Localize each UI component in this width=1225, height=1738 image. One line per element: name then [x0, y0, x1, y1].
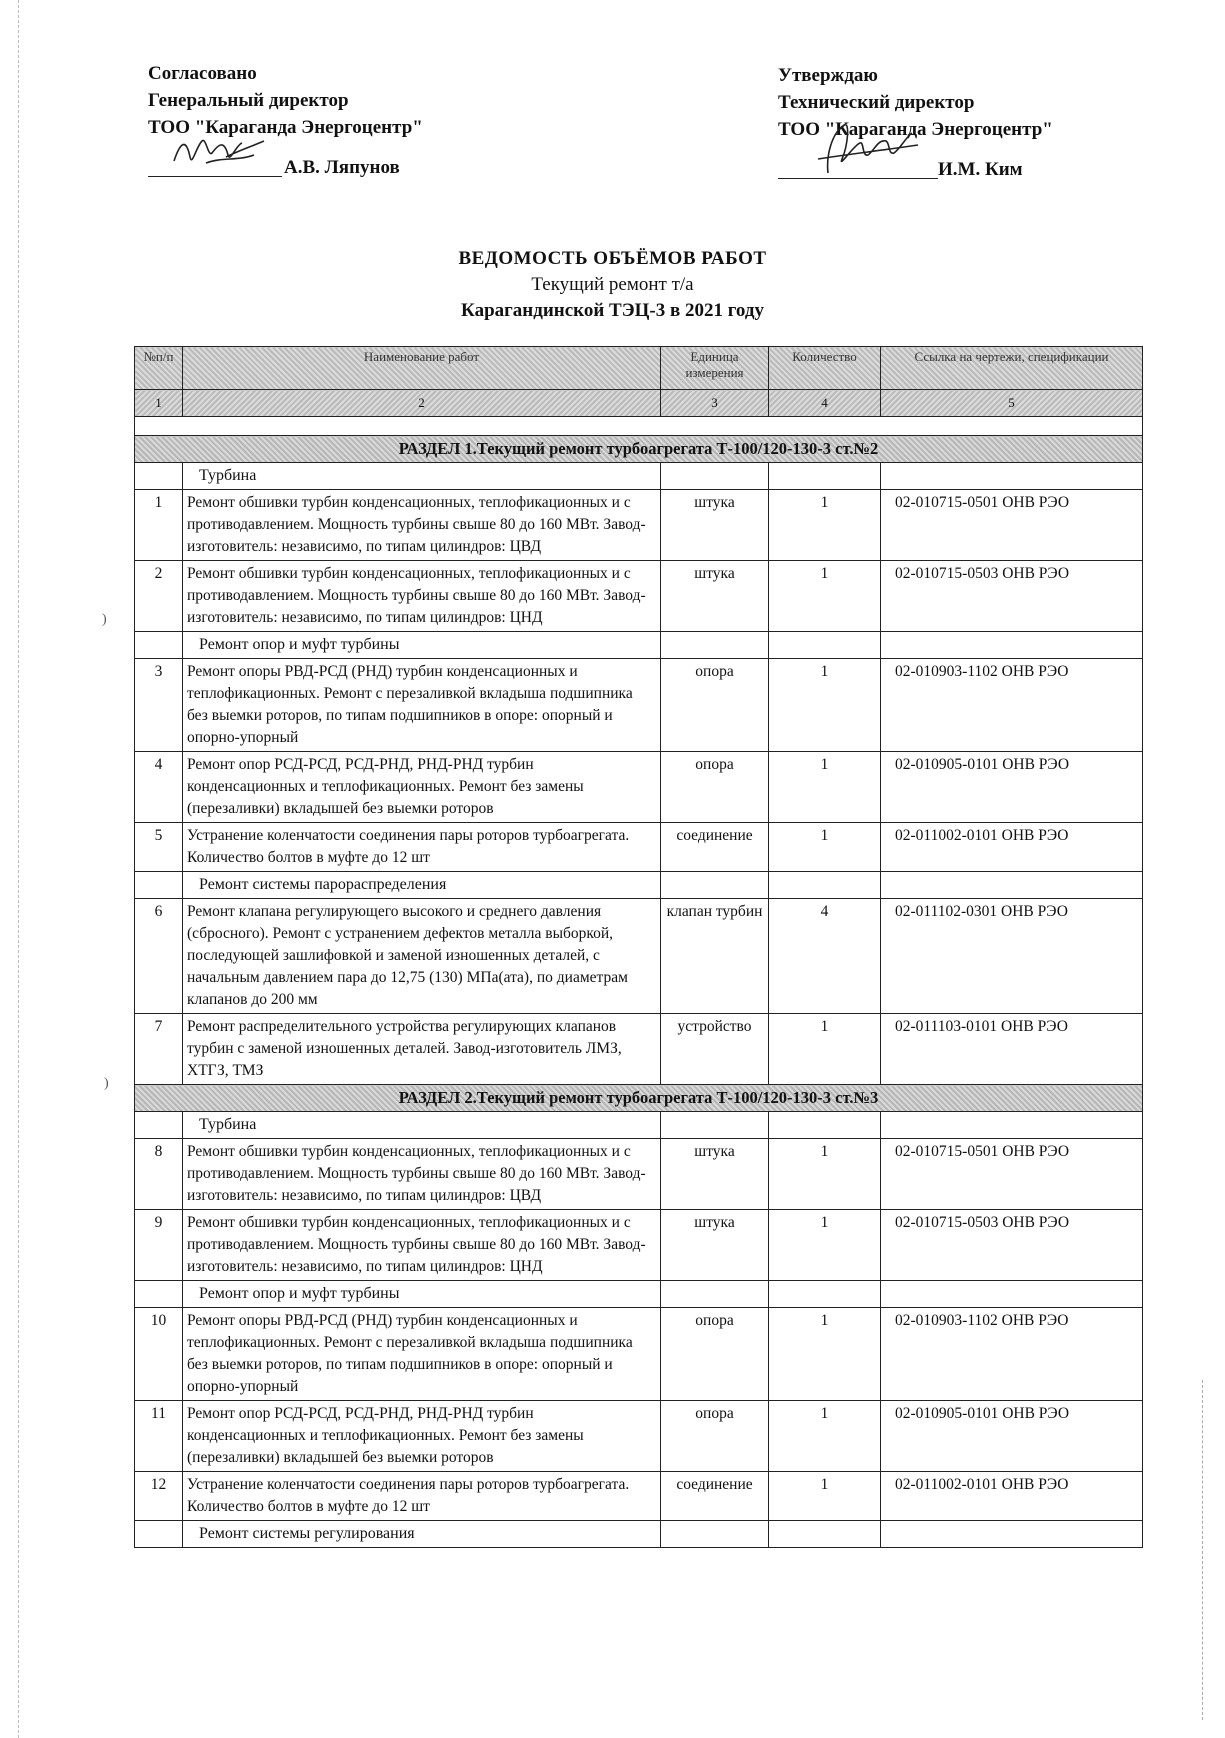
group-label: Турбина	[183, 1112, 661, 1139]
row-name: Устранение коленчатости соединения пары роторов турбоагрегата. Количество болтов в муфте до 12 шт	[183, 823, 661, 872]
row-ref: 02-010903-1102 ОНВ РЭО	[881, 1308, 1143, 1401]
spacer-row	[135, 417, 1143, 436]
row-qty: 1	[769, 1401, 881, 1472]
row-ref: 02-011103-0101 ОНВ РЭО	[881, 1014, 1143, 1085]
row-qty: 1	[769, 1308, 881, 1401]
row-qty: 1	[769, 823, 881, 872]
row-unit: штука	[661, 1210, 769, 1281]
row-ref: 02-010715-0501 ОНВ РЭО	[881, 490, 1143, 561]
section-1-header	[135, 436, 1143, 463]
row-unit: опора	[661, 1401, 769, 1472]
header-name: Наименование работ	[183, 347, 661, 390]
row-name: Ремонт опор РСД-РСД, РСД-РНД, РНД-РНД турбин конденсационных и теплофикационных. Ремонт без замены (перезаливки) вкладышей без выемки роторов	[183, 752, 661, 823]
group-label: Турбина	[183, 463, 661, 490]
row-no: 10	[135, 1308, 183, 1401]
group-label: Ремонт опор и муфт турбины	[183, 632, 661, 659]
row-name: Ремонт клапана регулирующего высокого и среднего давления (сбросного). Ремонт с устранением дефектов металла выборкой, последующей зашлифовкой и заменой изношенных деталей, с начальным давлением пара до 12,75 (130) МПа(ата), по диаметрам клапанов до 200 мм	[183, 899, 661, 1014]
section-2-header	[135, 1085, 1143, 1112]
row-unit: соединение	[661, 823, 769, 872]
row-no: 12	[135, 1472, 183, 1521]
row-qty: 1	[769, 1014, 881, 1085]
row-no: 5	[135, 823, 183, 872]
row-name: Ремонт обшивки турбин конденсационных, теплофикационных и с противодавлением. Мощность турбины свыше 80 до 160 МВт. Завод-изготовитель: независимо, по типам цилиндров: ЦНД	[183, 561, 661, 632]
table-row	[135, 823, 1143, 872]
row-no: 1	[135, 490, 183, 561]
signature-right-icon	[798, 115, 938, 179]
row-qty: 1	[769, 1139, 881, 1210]
column-number: 2	[183, 390, 661, 417]
column-number: 3	[661, 390, 769, 417]
section-1-title: РАЗДЕЛ 1.Текущий ремонт турбоагрегата Т-100/120-130-3 ст.№2	[135, 436, 1143, 463]
scan-mark: )	[102, 612, 107, 627]
row-no: 9	[135, 1210, 183, 1281]
table-row	[135, 1210, 1143, 1281]
approval-block-left	[148, 60, 508, 181]
row-qty: 1	[769, 561, 881, 632]
row-qty: 1	[769, 1210, 881, 1281]
title-line-2: Текущий ремонт т/а	[531, 274, 694, 295]
scan-mark: )	[104, 1076, 109, 1091]
row-no: 2	[135, 561, 183, 632]
group-row	[135, 1281, 1143, 1308]
group-label: Ремонт системы регулирования	[183, 1521, 661, 1548]
row-unit: штука	[661, 1139, 769, 1210]
group-row	[135, 1112, 1143, 1139]
group-label: Ремонт опор и муфт турбины	[183, 1281, 661, 1308]
row-ref: 02-010715-0503 ОНВ РЭО	[881, 561, 1143, 632]
section-2-title: РАЗДЕЛ 2.Текущий ремонт турбоагрегата Т-100/120-130-3 ст.№3	[135, 1085, 1143, 1112]
row-ref: 02-010715-0503 ОНВ РЭО	[881, 1210, 1143, 1281]
row-qty: 4	[769, 899, 881, 1014]
row-unit: штука	[661, 490, 769, 561]
row-qty: 1	[769, 659, 881, 752]
approval-right-signature-line	[778, 155, 1138, 183]
approval-right-company: ТОО "Караганда Энергоцентр"	[778, 119, 1053, 140]
row-name: Устранение коленчатости соединения пары роторов турбоагрегата. Количество болтов в муфте до 12 шт	[183, 1472, 661, 1521]
row-name: Ремонт опор РСД-РСД, РСД-РНД, РНД-РНД турбин конденсационных и теплофикационных. Ремонт без замены (перезаливки) вкладышей без выемки роторов	[183, 1401, 661, 1472]
row-unit: клапан турбин	[661, 899, 769, 1014]
table-row	[135, 1139, 1143, 1210]
scan-edge-line	[18, 0, 20, 1738]
row-qty: 1	[769, 490, 881, 561]
group-row	[135, 463, 1143, 490]
table-row	[135, 1014, 1143, 1085]
approval-left-signature-line	[148, 153, 508, 181]
table-header-row	[135, 347, 1143, 390]
approval-right-position: Технический директор	[778, 92, 975, 113]
table-row	[135, 752, 1143, 823]
row-ref: 02-010905-0101 ОНВ РЭО	[881, 752, 1143, 823]
row-no: 6	[135, 899, 183, 1014]
row-unit: соединение	[661, 1472, 769, 1521]
row-ref: 02-011002-0101 ОНВ РЭО	[881, 1472, 1143, 1521]
row-ref: 02-010715-0501 ОНВ РЭО	[881, 1139, 1143, 1210]
row-unit: опора	[661, 1308, 769, 1401]
column-number: 1	[135, 390, 183, 417]
table-row	[135, 561, 1143, 632]
works-table	[134, 346, 1143, 1548]
header-qty: Количество	[769, 347, 881, 390]
title-line-1: ВЕДОМОСТЬ ОБЪЁМОВ РАБОТ	[458, 248, 767, 269]
row-ref: 02-010905-0101 ОНВ РЭО	[881, 1401, 1143, 1472]
row-unit: опора	[661, 752, 769, 823]
row-no: 3	[135, 659, 183, 752]
column-number: 4	[769, 390, 881, 417]
row-name: Ремонт опоры РВД-РСД (РНД) турбин конденсационных и теплофикационных. Ремонт с перезаливкой вкладыша подшипника без выемки роторов, по типам подшипников в опоре: опорный и опорно-упорный	[183, 1308, 661, 1401]
row-name: Ремонт опоры РВД-РСД (РНД) турбин конденсационных и теплофикационных. Ремонт с перезаливкой вкладыша подшипника без выемки роторов, по типам подшипников в опоре: опорный и опорно-упорный	[183, 659, 661, 752]
approval-right-status: Утверждаю	[778, 65, 878, 86]
row-ref: 02-010903-1102 ОНВ РЭО	[881, 659, 1143, 752]
table-row	[135, 899, 1143, 1014]
table-row	[135, 490, 1143, 561]
approval-left-position: Генеральный директор	[148, 90, 349, 111]
row-no: 7	[135, 1014, 183, 1085]
row-unit: опора	[661, 659, 769, 752]
group-row	[135, 872, 1143, 899]
row-name: Ремонт обшивки турбин конденсационных, теплофикационных и с противодавлением. Мощность турбины свыше 80 до 160 МВт. Завод-изготовитель: независимо, по типам цилиндров: ЦВД	[183, 1139, 661, 1210]
title-line-3: Карагандинской ТЭЦ-3 в 2021 году	[461, 300, 764, 321]
group-row	[135, 1521, 1143, 1548]
row-qty: 1	[769, 1472, 881, 1521]
document-title	[0, 246, 1225, 324]
group-label: Ремонт системы парораспределения	[183, 872, 661, 899]
scan-edge-line	[1202, 1380, 1204, 1720]
column-number: 5	[881, 390, 1143, 417]
row-no: 4	[135, 752, 183, 823]
table-row	[135, 659, 1143, 752]
row-qty: 1	[769, 752, 881, 823]
approval-block-right	[778, 62, 1138, 183]
approval-left-company: ТОО "Караганда Энергоцентр"	[148, 117, 423, 138]
table-row	[135, 1472, 1143, 1521]
row-ref: 02-011102-0301 ОНВ РЭО	[881, 899, 1143, 1014]
row-unit: устройство	[661, 1014, 769, 1085]
column-number-row	[135, 390, 1143, 417]
row-name: Ремонт обшивки турбин конденсационных, теплофикационных и с противодавлением. Мощность турбины свыше 80 до 160 МВт. Завод-изготовитель: независимо, по типам цилиндров: ЦНД	[183, 1210, 661, 1281]
row-no: 8	[135, 1139, 183, 1210]
row-ref: 02-011002-0101 ОНВ РЭО	[881, 823, 1143, 872]
table-row	[135, 1401, 1143, 1472]
approval-left-name: А.В. Ляпунов	[284, 157, 400, 178]
approval-right-name: И.М. Ким	[938, 159, 1023, 180]
row-unit: штука	[661, 561, 769, 632]
row-no: 11	[135, 1401, 183, 1472]
signature-left-icon	[166, 127, 276, 177]
table-row	[135, 1308, 1143, 1401]
header-no: №п/п	[135, 347, 183, 390]
approval-left-status: Согласовано	[148, 63, 257, 84]
group-row	[135, 632, 1143, 659]
header-ref: Ссылка на чертежи, спецификации	[881, 347, 1143, 390]
row-name: Ремонт обшивки турбин конденсационных, теплофикационных и с противодавлением. Мощность турбины свыше 80 до 160 МВт. Завод-изготовитель: независимо, по типам цилиндров: ЦВД	[183, 490, 661, 561]
row-name: Ремонт распределительного устройства регулирующих клапанов турбин с заменой изношенных деталей. Завод-изготовитель ЛМЗ, ХТГЗ, ТМЗ	[183, 1014, 661, 1085]
header-unit: Единица измерения	[661, 347, 769, 390]
